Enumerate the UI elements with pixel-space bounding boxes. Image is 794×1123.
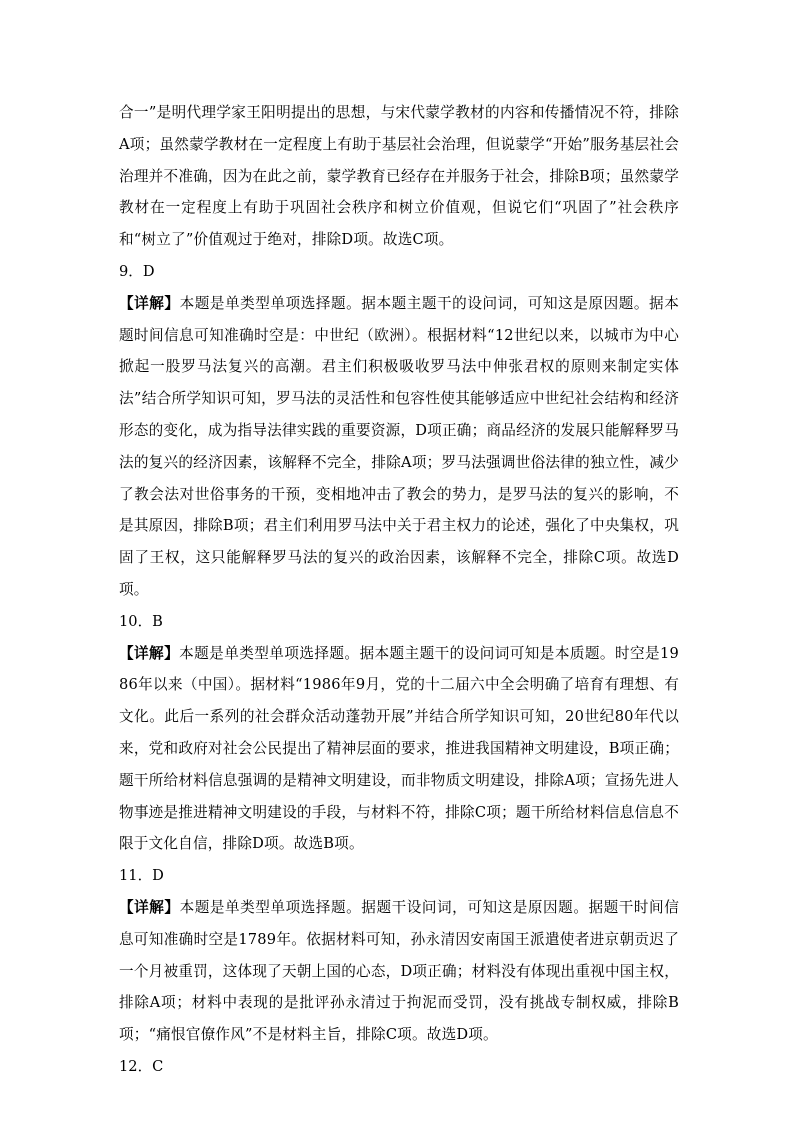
answer-12: 12．C <box>119 1057 164 1075</box>
explanation-11 <box>119 892 679 1051</box>
answer-11: 11．D <box>119 867 164 885</box>
detail-tag: 【详解】 <box>119 294 180 312</box>
detail-tag: 【详解】 <box>119 644 180 662</box>
document-content <box>119 97 679 1083</box>
explanation-text: 本题是单类型单项选择题。据本题主题干的设问词可知是本质题。时空是1986年以来（中国）。据材料“1986年9月，党的十二届六中全会明确了培育有理想、有文化。此后一系列的社会群众活动蓬勃开展”并结合所学知识可知，20世纪80年代以来，党和政府对社会公民提出了精神层面的要求，推进我国精神文明建设，B项正确；题干所给材料信息强调的是精神文明建设，而非物质文明建设，排除A项；宣扬先进人物事迹是推进精神文明建设的手段，与材料不符，排除C项；题干所给材料信息信息不限于文化自信，排除D项。故选B项。 <box>119 644 679 853</box>
answer-10: 10．B <box>119 612 163 630</box>
explanation-text: 本题是单类型单项选择题。据本题主题干的设问词，可知这是原因题。据本题时间信息可知准确时空是：中世纪（欧洲）。根据材料“12世纪以来，以城市为中心掀起一股罗马法复兴的高潮。君主们积极吸收罗马法中伸张君权的原则来制定实体法”结合所学知识可知，罗马法的灵活性和包容性使其能够适应中世纪社会结构和经济形态的变化，成为指导法律实践的重要资源，D项正确；商品经济的发展只能解释罗马法的复兴的经济因素，该解释不完全，排除A项；罗马法强调世俗法律的独立性，减少了教会法对世俗事务的干预，变相地冲击了教会的势力，是罗马法的复兴的影响，不是其原因，排除B项；君主们利用罗马法中关于君主权力的论述，强化了中央集权，巩固了王权，这只能解释罗马法的复兴的政治因素，该解释不完全，排除C项。故选D项。 <box>119 294 679 598</box>
answer-9: 9．D <box>119 262 155 280</box>
explanation-9 <box>119 288 679 606</box>
intro-paragraph: 合一”是明代理学家王阳明提出的思想，与宋代蒙学教材的内容和传播情况不符，排除A项；虽然蒙学教材在一定程度上有助于基层社会治理，但说蒙学“开始”服务基层社会治理并不准确，因为在此之前，蒙学教育已经存在并服务于社会，排除B项；虽然蒙学教材在一定程度上有助于巩固社会秩序和树立价值观，但说它们“巩固了”社会秩序和“树立了”价值观过于绝对，排除D项。故选C项。 <box>119 104 679 249</box>
explanation-10 <box>119 638 679 861</box>
detail-tag: 【详解】 <box>119 898 180 916</box>
explanation-text: 本题是单类型单项选择题。据题干设问词，可知这是原因题。据题干时间信息可知准确时空是1789年。依据材料可知，孙永清因安南国王派遣使者进京朝贡迟了一个月被重罚，这体现了天朝上国的心态，D项正确；材料没有体现出重视中国主权，排除A项；材料中表现的是批评孙永清过于拘泥而受罚，没有挑战专制权威，排除B项；“痛恨官僚作风”不是材料主旨，排除C项。故选D项。 <box>119 898 679 1044</box>
